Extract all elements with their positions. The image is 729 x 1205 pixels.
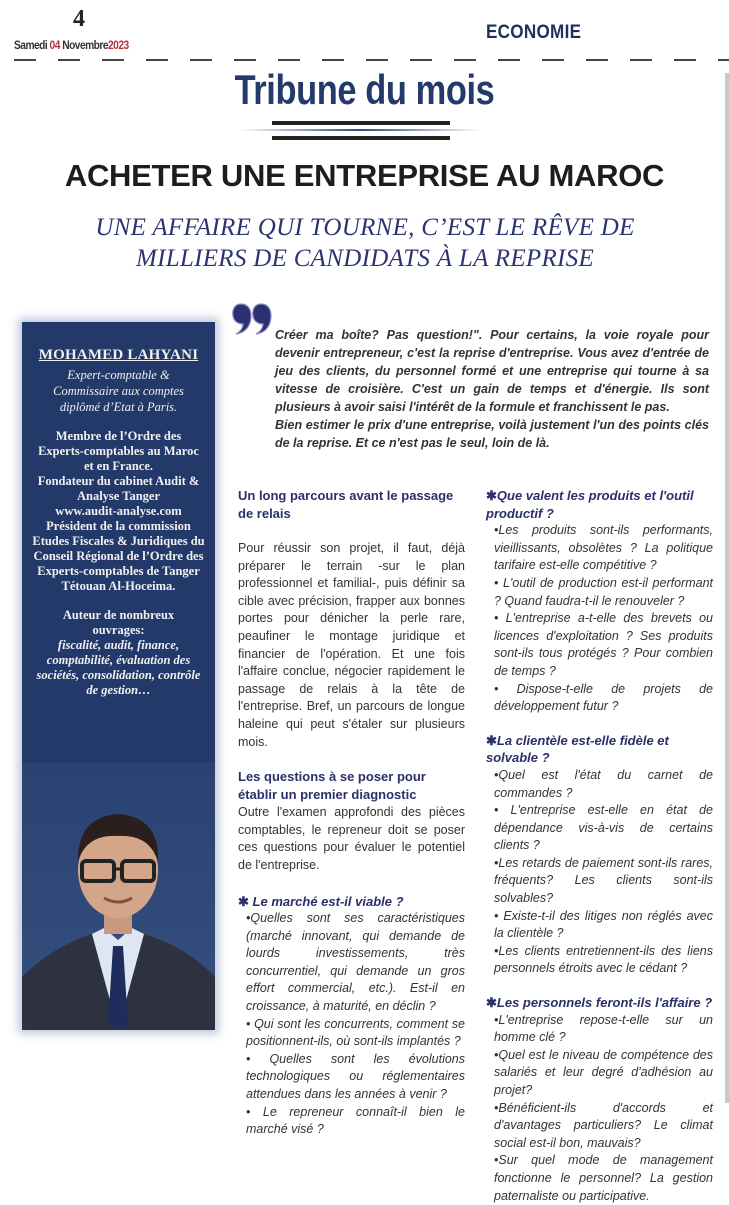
author-title: Expert-comptable & Commissaire aux comptes diplômé d’Etat à Paris. bbox=[53, 368, 184, 414]
author-portrait-icon bbox=[22, 762, 215, 1030]
page-number: 4 bbox=[73, 6, 85, 32]
author-of-label: Auteur de nombreux ouvrages: bbox=[62, 608, 175, 637]
list-item: • Qui sont les concurrents, comment se positionnent-ils, où sont-ils implantés ? bbox=[246, 1016, 465, 1049]
author-box bbox=[22, 322, 215, 1030]
bullet-star-icon: ✱ bbox=[486, 488, 497, 503]
list-item: •Quel est l'état du carnet de commandes ? bbox=[494, 767, 713, 800]
date-day: Samedi bbox=[14, 38, 48, 52]
article-lead bbox=[275, 326, 709, 452]
author-membership: Membre de l’Ordre des Experts-comptables au Maroc et en France. bbox=[38, 429, 199, 473]
quote-icon bbox=[231, 302, 275, 338]
page-edge-bar bbox=[725, 73, 729, 1103]
author-name: MOHAMED LAHYANI bbox=[38, 347, 199, 363]
section-heading-questions: Les questions à se poser pour établir un premier diagnostic bbox=[238, 769, 426, 803]
date-year: 2023 bbox=[108, 38, 129, 52]
list-item: •L'entreprise repose-t-elle sur un homme clé ? bbox=[494, 1012, 713, 1045]
author-website[interactable]: www.audit-analyse.com bbox=[55, 504, 182, 518]
article-column-2 bbox=[486, 487, 713, 1205]
article-headline: ACHETER UNE ENTREPRISE AU MAROC bbox=[64, 158, 665, 193]
list-item: • Dispose-t-elle de projets de développement futur ? bbox=[494, 681, 713, 714]
author-portrait bbox=[22, 762, 215, 1030]
list-item: •Les produits sont-ils performants, vieillissants, obsolètes ? La politique tarifaire est-elle compétitive ? bbox=[494, 523, 713, 573]
list-item: • Quelles sont les évolutions technologiques ou réglementaires attendues dans les années à venir ? bbox=[246, 1051, 465, 1102]
question-heading-marche: ✱ Le marché est-il viable ? bbox=[238, 893, 404, 909]
lead-paragraph-2: Bien estimer le prix d'une entreprise, voilà justement l'un des points clés de la reprise. Et ce n'est pas le seul, loin de là. bbox=[275, 418, 709, 450]
header-dashed-divider bbox=[14, 59, 729, 61]
rubric-rule-middle bbox=[240, 129, 480, 131]
list-item: •Les clients entretiennent-ils des liens personnels étroits avec le cédant ? bbox=[494, 943, 713, 976]
dateline bbox=[14, 38, 129, 52]
list-item: •Quelles sont ses caractéristiques (marché innovant, qui demande de lourds investissements, très concurrentiel, qui demande un gros effort commercial, etc.). Est-il en croissance, à maturité, en déclin ? bbox=[246, 911, 465, 1014]
author-topics: fiscalité, audit, finance, comptabilité, évaluation des sociétés, consolidation, contrôle de gestion… bbox=[36, 638, 201, 697]
list-item: • L'entreprise est-elle en état de dépendance vis-à-vis de certains clients ? bbox=[494, 803, 713, 853]
article-subheadline: UNE AFFAIRE QUI TOURNE, C’EST LE RÊVE DE MILLIERS DE CANDIDATS À LA REPRISE bbox=[95, 214, 635, 272]
bullet-star-icon: ✱ bbox=[238, 893, 249, 909]
bullet-star-icon: ✱ bbox=[486, 732, 497, 748]
list-item: •Quel est le niveau de compétence des salariés et leur degré d'adhésion au projet? bbox=[494, 1047, 713, 1097]
list-item: •Bénéficient-ils d'accords et d'avantages particuliers? Le climat social est-il bon, mauvais? bbox=[494, 1100, 713, 1150]
list-item: •Sur quel mode de management fonctionne le personnel? La gestion paternaliste ou participative. bbox=[494, 1153, 713, 1203]
list-item: • L'entreprise a-t-elle des brevets ou licences d'exploitation ? Ses produits sont-ils tous protégés ? Pour combien de temps ? bbox=[494, 611, 713, 678]
list-item: • Le repreneur connaît-il bien le marché visé ? bbox=[246, 1104, 465, 1137]
rubric-title: Tribune du mois bbox=[234, 66, 495, 113]
paragraph-parcours: Pour réussir son projet, il faut, déjà préparer le terrain -sur le plan professionnel et familial-, puis définir sa cible avec précision, frapper aux bonnes portes pour dénicher la perle rare, peaufiner le montage juridique et financier de l'opération. Et une fois l'affaire conclue, négocier rapidement le passage de relais à la tête de l'entreprise. Bref, un parcours de longue haleine qui peut s'étaler sur plusieurs mois. bbox=[238, 541, 465, 749]
rubric-rule-top bbox=[272, 121, 450, 125]
section-label: ECONOMIE bbox=[486, 22, 582, 43]
lead-paragraph-1: Créer ma boîte? Pas question!". Pour certains, la voie royale pour devenir entrepreneur, c'est la reprise d'entreprise. Vous avez d'entrée de jeu des clients, du personnel formé et une entreprise qui tourne à sa vitesse de croisière. C'est un gain de temps et d'énergie. Ils sont plusieurs à avoir saisi l'intérêt de la formule et franchissent le pas. bbox=[275, 328, 709, 414]
paragraph-questions: Outre l'examen approfondi des pièces comptables, le repreneur doit se poser ces questions pour évaluer le potentiel de l'entreprise. bbox=[238, 805, 465, 872]
list-item: • Existe-t-il des litiges non réglés avec la clientèle ? bbox=[494, 908, 713, 941]
list-item: •Les retards de paiement sont-ils rares, fréquents? Les clients sont-ils solvables? bbox=[494, 855, 713, 906]
article-column-1 bbox=[238, 487, 465, 1139]
question-heading-produits: ✱Que valent les produits et l'outil productif ? bbox=[486, 488, 694, 521]
bullet-star-icon: ✱ bbox=[486, 995, 497, 1011]
author-president: Président de la commission Etudes Fiscales & Juridiques du Conseil Régional de l’Ordre des Experts-comptables de Tanger Tétouan Al-Hoceima. bbox=[32, 519, 205, 593]
section-heading-parcours: Un long parcours avant le passage de relais bbox=[238, 488, 454, 521]
list-item: • L'outil de production est-il performant ? Quand faudra-t-il le renouveler ? bbox=[494, 575, 713, 608]
date-num: 04 bbox=[49, 38, 60, 52]
rubric-rule-bottom bbox=[272, 136, 450, 140]
question-heading-personnels: ✱Les personnels feront-ils l'affaire ? bbox=[486, 995, 713, 1011]
author-founder: Fondateur du cabinet Audit & Analyse Tanger bbox=[37, 474, 200, 503]
question-heading-clientele: ✱La clientèle est-elle fidèle et solvable ? bbox=[486, 732, 669, 766]
date-month: Novembre bbox=[62, 38, 109, 52]
